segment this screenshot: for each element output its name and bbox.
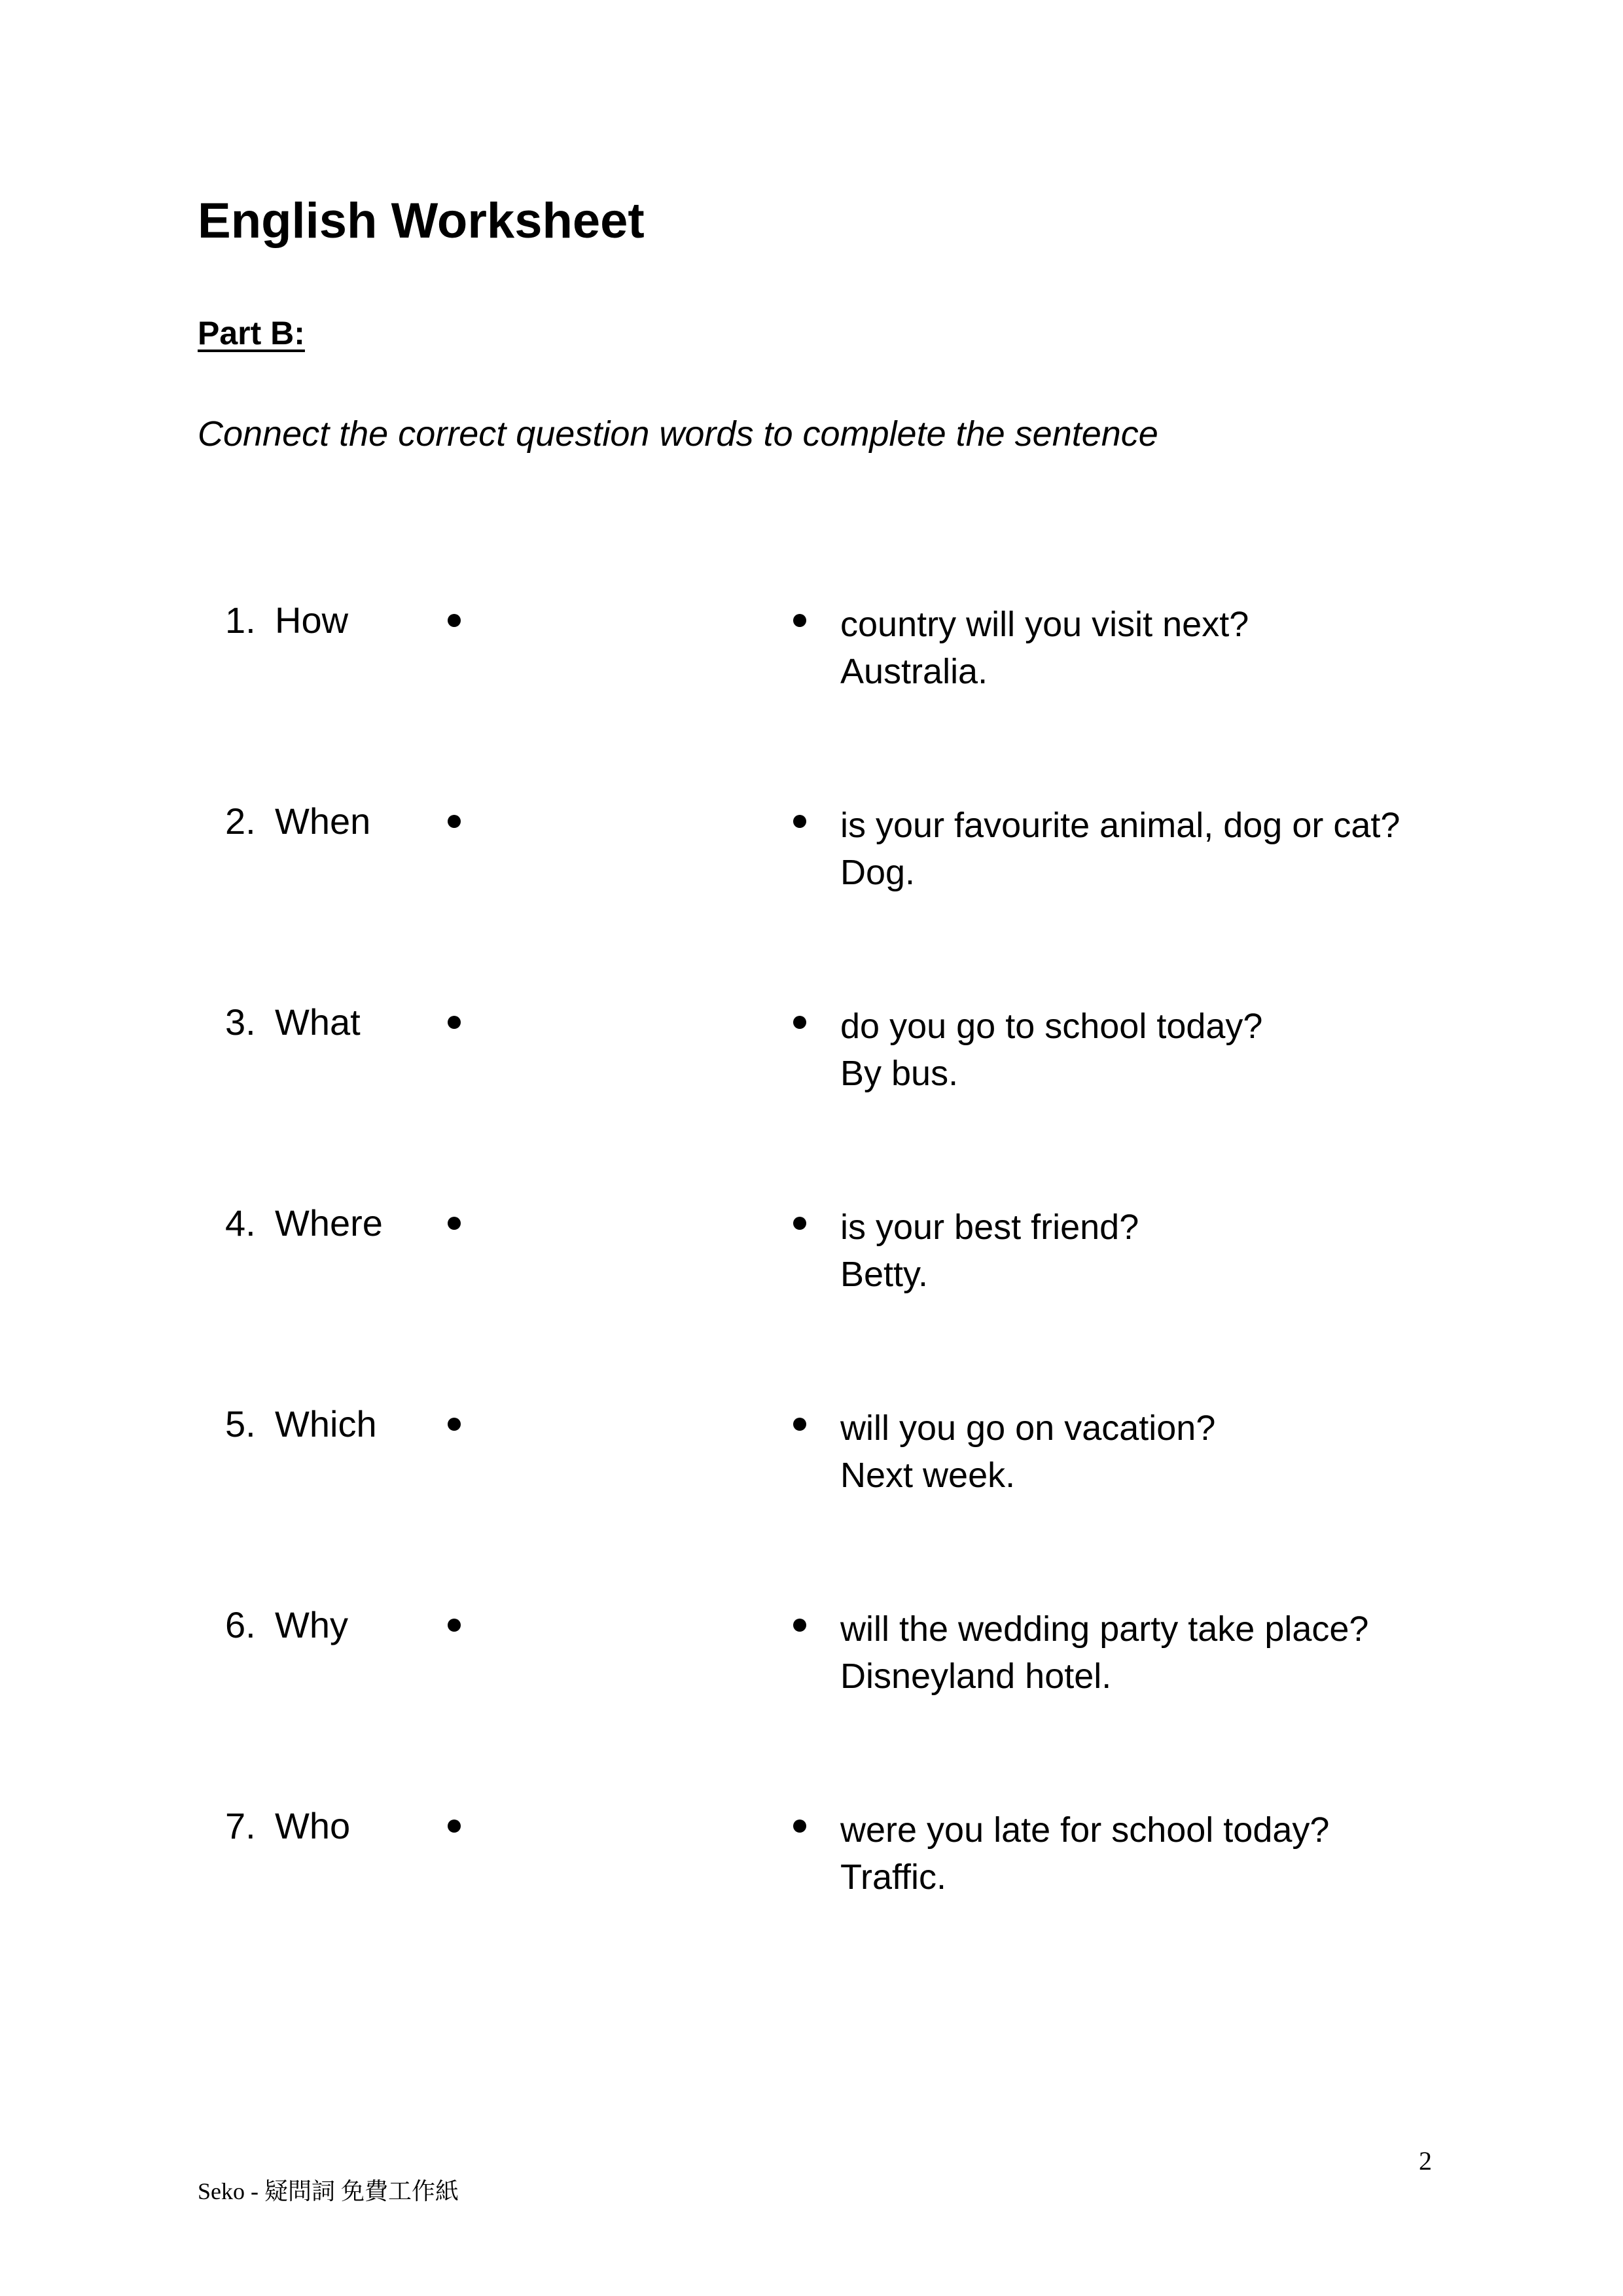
matching-item [0, 1001, 1623, 1135]
question-line: will you go on vacation? [840, 1408, 1216, 1448]
part-heading: Part B: [198, 315, 305, 351]
answer-line: By bus. [840, 1054, 959, 1093]
matching-item [0, 602, 1623, 733]
instructions: Connect the correct question words to complete the sentence [198, 414, 1158, 454]
left-connector-dot[interactable] [448, 1418, 461, 1431]
answer-line: Next week. [840, 1456, 1016, 1495]
question-word: When [275, 800, 371, 842]
question-word: How [275, 600, 349, 641]
right-connector-dot[interactable] [793, 1217, 806, 1230]
answer-line: Australia. [840, 652, 988, 691]
right-connector-dot[interactable] [793, 614, 806, 627]
right-connector-dot[interactable] [793, 815, 806, 828]
question-line: is your favourite animal, dog or cat? [840, 806, 1400, 845]
left-connector-dot[interactable] [448, 815, 461, 828]
question-text [840, 802, 1400, 896]
question-word: What [275, 1001, 361, 1043]
matching-item [0, 1805, 1623, 1939]
question-line: were you late for school today? [840, 1810, 1330, 1850]
answer-line: Traffic. [840, 1857, 947, 1897]
question-text [840, 1405, 1215, 1499]
page-number: 2 [1419, 2146, 1432, 2176]
item-number: 3. [225, 1001, 256, 1043]
left-connector-dot[interactable] [448, 1016, 461, 1029]
item-number: 5. [225, 1403, 256, 1444]
question-line: do you go to school today? [840, 1007, 1263, 1046]
question-text [840, 1204, 1139, 1298]
question-word: Where [275, 1202, 383, 1244]
question-text [840, 601, 1249, 695]
item-number: 4. [225, 1202, 256, 1244]
question-text [840, 1806, 1329, 1901]
question-line: will the wedding party take place? [840, 1609, 1369, 1649]
matching-item [0, 1202, 1623, 1336]
question-word: Why [275, 1604, 348, 1645]
question-word: Who [275, 1805, 351, 1846]
answer-line: Dog. [840, 853, 916, 892]
item-number: 1. [225, 600, 256, 641]
footer-credit: Seko - 疑問詞 免費工作紙 [198, 2178, 459, 2204]
left-connector-dot[interactable] [448, 1619, 461, 1632]
left-connector-dot[interactable] [448, 1217, 461, 1230]
matching-item [0, 1403, 1623, 1537]
answer-line: Disneyland hotel. [840, 1657, 1112, 1696]
right-connector-dot[interactable] [793, 1820, 806, 1833]
question-line: country will you visit next? [840, 605, 1249, 644]
question-word: Which [275, 1403, 377, 1444]
right-connector-dot[interactable] [793, 1418, 806, 1431]
question-text [840, 1003, 1262, 1097]
item-number: 7. [225, 1805, 256, 1846]
matching-item [0, 800, 1623, 934]
right-connector-dot[interactable] [793, 1619, 806, 1632]
question-line: is your best friend? [840, 1208, 1139, 1247]
question-text [840, 1605, 1368, 1700]
left-connector-dot[interactable] [448, 614, 461, 627]
right-connector-dot[interactable] [793, 1016, 806, 1029]
answer-line: Betty. [840, 1255, 929, 1294]
matching-item [0, 1604, 1623, 1738]
item-number: 6. [225, 1604, 256, 1645]
worksheet-title: English Worksheet [198, 193, 645, 249]
left-connector-dot[interactable] [448, 1820, 461, 1833]
item-number: 2. [225, 800, 256, 842]
